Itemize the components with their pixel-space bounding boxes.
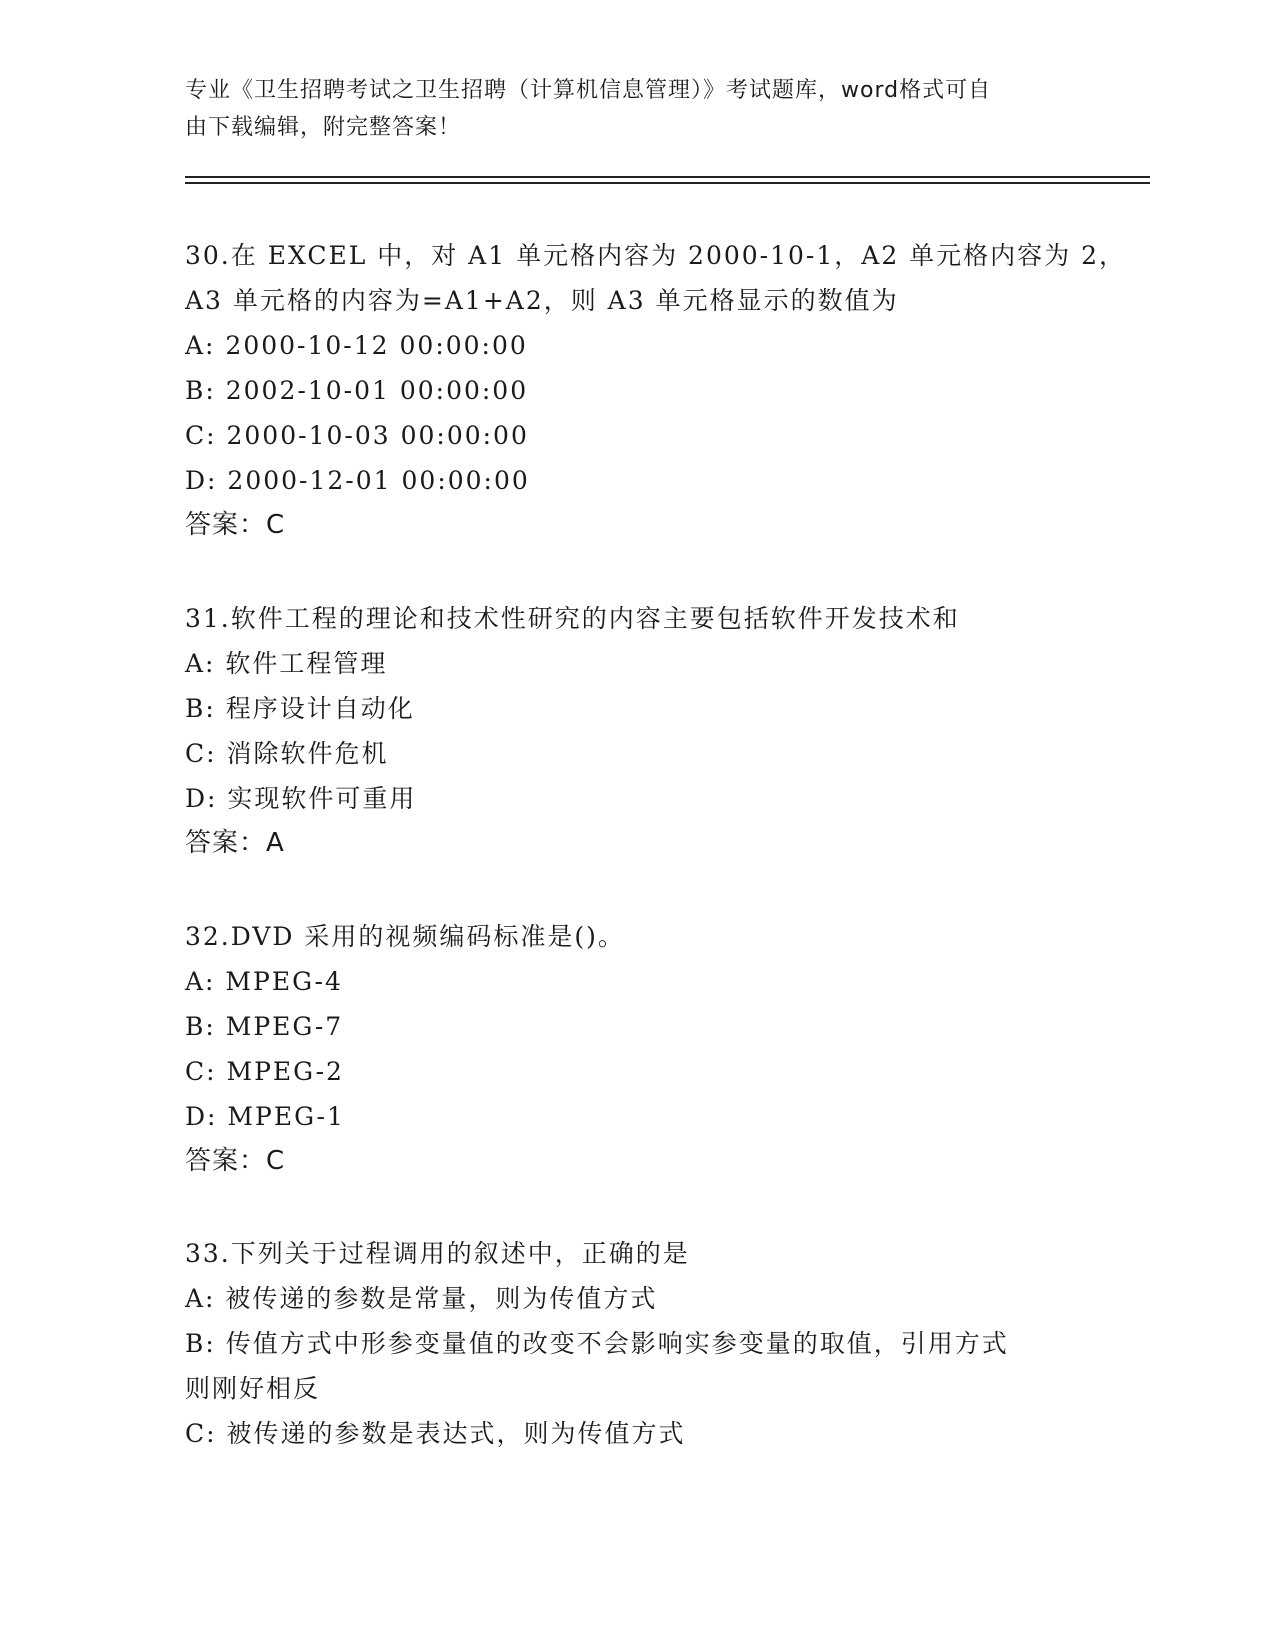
option-b: B: 传值方式中形参变量值的改变不会影响实参变量的取值，引用方式 — [185, 1329, 1009, 1358]
option-d: D: 实现软件可重用 — [185, 784, 417, 813]
option-c: C: 2000-10-03 00:00:00 — [185, 421, 529, 450]
answer-label: 答案：C — [185, 510, 286, 540]
option-c: C: 消除软件危机 — [185, 739, 389, 768]
option-a: A: 2000-10-12 00:00:00 — [185, 331, 528, 360]
question-30 — [185, 233, 1127, 548]
header-divider-bottom — [185, 182, 1150, 184]
option-a: A: 软件工程管理 — [185, 649, 388, 678]
answer-label: 答案：A — [185, 828, 285, 858]
question-31 — [185, 596, 1085, 866]
option-b: B: 2002-10-01 00:00:00 — [185, 376, 529, 405]
header-line-2: 由下载编辑，附完整答案！ — [185, 115, 462, 140]
option-c: C: 被传递的参数是表达式，则为传值方式 — [185, 1419, 686, 1448]
option-c: C: MPEG-2 — [185, 1057, 344, 1086]
option-d: D: MPEG-1 — [185, 1102, 345, 1131]
question-text-line: 31.软件工程的理论和技术性研究的内容主要包括软件开发技术和 — [185, 604, 960, 633]
option-b: B: MPEG-7 — [185, 1012, 344, 1041]
option-b-continued: 则刚好相反 — [185, 1374, 321, 1403]
header-line-1: 专业《卫生招聘考试之卫生招聘（计算机信息管理）》考试题库，word格式可自 — [185, 78, 992, 103]
header-divider-top — [185, 176, 1150, 178]
option-a: A: MPEG-4 — [185, 967, 343, 996]
answer-label: 答案：C — [185, 1146, 286, 1176]
document-header — [185, 72, 1065, 146]
question-text-line: 30.在 EXCEL 中，对 A1 单元格内容为 2000-10-1，A2 单元格内容为 2， — [185, 241, 1127, 270]
option-a: A: 被传递的参数是常量，则为传值方式 — [185, 1284, 658, 1313]
option-d: D: 2000-12-01 00:00:00 — [185, 466, 530, 495]
option-b: B: 程序设计自动化 — [185, 694, 415, 723]
question-text-line: 32.DVD 采用的视频编码标准是()。 — [185, 922, 625, 951]
question-text-line: A3 单元格的内容为=A1+A2，则 A3 单元格显示的数值为 — [185, 286, 899, 315]
question-32 — [185, 914, 1085, 1184]
question-text-line: 33.下列关于过程调用的叙述中，正确的是 — [185, 1239, 690, 1268]
question-33 — [185, 1231, 1085, 1456]
